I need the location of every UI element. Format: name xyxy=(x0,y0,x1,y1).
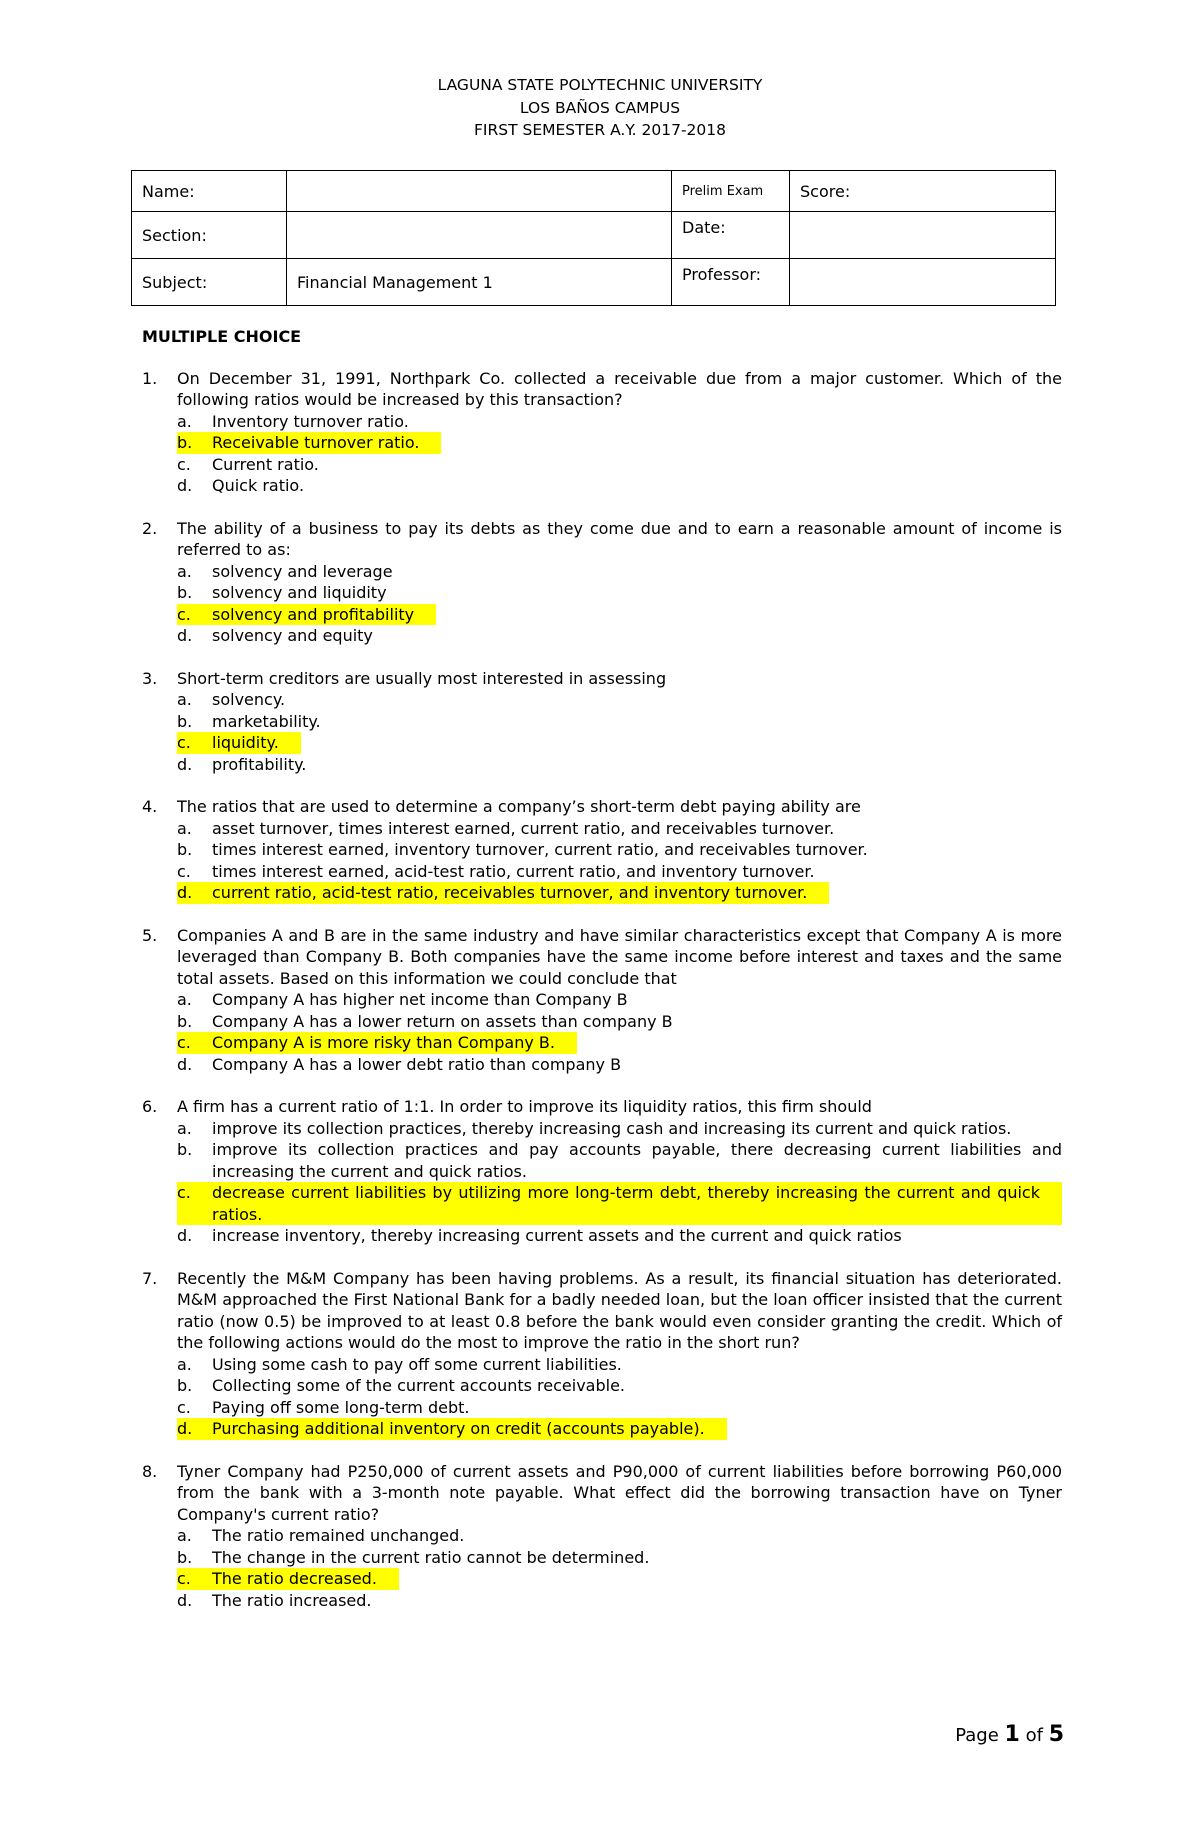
question-number: 8. xyxy=(142,1461,158,1481)
option-text: Purchasing additional inventory on credit (accounts payable). xyxy=(212,1419,705,1438)
question-text: On December 31, 1991, Northpark Co. collected a receivable due from a major customer. Which of the following ratios would be increased by this transaction? xyxy=(177,368,1062,409)
question-item xyxy=(142,518,1062,647)
option-letter: a. xyxy=(177,561,192,581)
option-letter: d. xyxy=(177,1054,193,1074)
question-item xyxy=(142,368,1062,497)
option-text: The ratio increased. xyxy=(212,1590,372,1610)
answer-option-highlighted xyxy=(177,604,436,626)
option-text: The ratio decreased. xyxy=(212,1569,377,1588)
question-item xyxy=(142,925,1062,1076)
option-letter: c. xyxy=(177,1569,191,1588)
page-footer xyxy=(955,1722,1064,1747)
answer-option xyxy=(177,1590,1062,1612)
answer-option xyxy=(177,1054,1062,1076)
answer-option xyxy=(177,625,1062,647)
option-text: Receivable turnover ratio. xyxy=(212,433,420,452)
option-letter: d. xyxy=(177,1226,193,1245)
question-text: Recently the M&M Company has been having problems. As a result, its financial situation has deteriorated. M&M approached the First National Bank for a badly needed loan, but the loan officer insisted that the current ratio (now 0.5) be improved to at least 0.8 before the bank would even consider granting the credit. Which of the following actions would do the most to improve the ratio in the short run? xyxy=(177,1268,1062,1352)
answer-option xyxy=(177,454,1062,476)
question-number: 5. xyxy=(142,925,158,945)
option-letter: a. xyxy=(177,411,192,431)
question-text: A firm has a current ratio of 1:1. In order to improve its liquidity ratios, this firm should xyxy=(177,1097,872,1116)
answer-option xyxy=(177,689,1062,711)
option-letter: b. xyxy=(177,840,193,859)
option-text: liquidity. xyxy=(212,733,279,752)
option-text: profitability. xyxy=(212,754,307,774)
option-letter: b. xyxy=(177,433,193,452)
answer-option-highlighted xyxy=(177,1032,577,1054)
question-item xyxy=(142,796,1062,904)
option-text: improve its collection practices and pay accounts payable, there decreasing current liabilities and increasing the current and quick ratios. xyxy=(212,1140,1062,1181)
option-text: The change in the current ratio cannot be determined. xyxy=(212,1547,650,1567)
answer-option xyxy=(177,839,1062,861)
option-text: Paying off some long-term debt. xyxy=(212,1397,470,1417)
answer-option xyxy=(177,861,1062,883)
option-text: Inventory turnover ratio. xyxy=(212,411,409,431)
option-letter: b. xyxy=(177,583,193,602)
current-page-number: 1 xyxy=(1004,1722,1020,1747)
question-text: Companies A and B are in the same industry and have similar characteristics except that Company A is more leveraged than Company B. Both companies have the same income before interest and taxes and the same total assets. Based on this information we could conclude that xyxy=(177,925,1062,988)
question-number: 4. xyxy=(142,797,158,816)
exam-type-label: Prelim Exam xyxy=(672,171,790,212)
option-letter: b. xyxy=(177,1376,193,1395)
option-letter: d. xyxy=(177,883,193,902)
option-text: solvency. xyxy=(212,690,286,709)
question-text: The ability of a business to pay its debts as they come due and to earn a reasonable amount of income is referred to as: xyxy=(177,518,1062,559)
option-text: current ratio, acid-test ratio, receivables turnover, and inventory turnover. xyxy=(212,883,808,902)
answer-option xyxy=(177,475,1062,497)
option-letter: c. xyxy=(177,861,191,881)
name-field[interactable] xyxy=(287,171,672,212)
student-info-table xyxy=(131,170,1056,306)
option-letter: c. xyxy=(177,1397,191,1417)
info-row-subject xyxy=(132,259,1056,306)
answer-option-highlighted xyxy=(177,1568,399,1590)
campus-name: LOS BAÑOS CAMPUS xyxy=(519,98,681,117)
date-field[interactable] xyxy=(790,212,1056,259)
answer-option xyxy=(177,1525,1062,1547)
subject-value: Financial Management 1 xyxy=(287,259,672,306)
info-row-section xyxy=(132,212,1056,259)
of-word: of xyxy=(1025,1725,1043,1746)
option-letter: b. xyxy=(177,1011,193,1031)
university-name: LAGUNA STATE POLYTECHNIC UNIVERSITY xyxy=(437,76,763,94)
option-text: solvency and leverage xyxy=(212,561,393,581)
option-text: Current ratio. xyxy=(212,454,319,474)
question-number: 7. xyxy=(142,1268,158,1288)
answer-option xyxy=(177,711,1062,733)
answer-option xyxy=(177,1139,1062,1182)
semester-line: FIRST SEMESTER A.Y. 2017-2018 xyxy=(473,121,726,139)
option-letter: b. xyxy=(177,1140,193,1159)
question-stem xyxy=(142,1461,1062,1526)
question-list xyxy=(142,368,1062,1612)
question-text: Short-term creditors are usually most interested in assessing xyxy=(177,668,667,688)
document-header xyxy=(0,74,1200,142)
question-text: Tyner Company had P250,000 of current assets and P90,000 of current liabilities before borrowing P60,000 from the bank with a 3-month note payable. What effect did the borrowing transaction have on Tyner Company's current ratio? xyxy=(177,1461,1062,1524)
total-pages-number: 5 xyxy=(1048,1722,1064,1747)
answer-option xyxy=(177,1354,1062,1376)
answer-option xyxy=(177,1225,1062,1247)
option-letter: c. xyxy=(177,604,191,624)
option-text: Using some cash to pay off some current liabilities. xyxy=(212,1354,622,1374)
question-number: 1. xyxy=(142,368,158,388)
question-item xyxy=(142,668,1062,776)
option-letter: c. xyxy=(177,1183,191,1202)
answer-option-highlighted xyxy=(177,1418,727,1440)
answer-option-highlighted xyxy=(177,882,829,904)
option-text: Quick ratio. xyxy=(212,476,305,495)
option-letter: c. xyxy=(177,1033,191,1052)
answer-option xyxy=(177,1011,1062,1033)
question-text: The ratios that are used to determine a company’s short-term debt paying ability are xyxy=(177,797,861,816)
question-stem xyxy=(142,668,1062,690)
answer-option xyxy=(177,561,1062,583)
answer-option-highlighted xyxy=(177,732,301,754)
option-letter: b. xyxy=(177,1547,193,1567)
option-text: improve its collection practices, thereby increasing cash and increasing its current and quick ratios. xyxy=(212,1118,1012,1138)
answer-option xyxy=(177,1547,1062,1569)
question-item xyxy=(142,1268,1062,1440)
option-letter: d. xyxy=(177,1590,193,1610)
subject-label: Subject: xyxy=(132,259,287,306)
questions-section xyxy=(142,326,1062,1632)
question-item xyxy=(142,1461,1062,1612)
option-text: The ratio remained unchanged. xyxy=(212,1526,465,1545)
option-letter: d. xyxy=(177,754,193,774)
option-letter: c. xyxy=(177,733,191,752)
answer-option xyxy=(177,1118,1062,1140)
answer-option-highlighted xyxy=(177,432,441,454)
option-letter: a. xyxy=(177,1118,192,1138)
option-letter: a. xyxy=(177,990,192,1009)
professor-field[interactable] xyxy=(790,259,1056,306)
info-row-name xyxy=(132,171,1056,212)
question-item xyxy=(142,1096,1062,1247)
option-text: Company A is more risky than Company B. xyxy=(212,1033,555,1052)
option-letter: a. xyxy=(177,1526,192,1545)
option-text: times interest earned, acid-test ratio, current ratio, and inventory turnover. xyxy=(212,861,815,881)
score-label: Score: xyxy=(790,171,1056,212)
section-title: MULTIPLE CHOICE xyxy=(142,327,302,346)
option-text: solvency and profitability xyxy=(212,604,415,624)
option-text: marketability. xyxy=(212,711,321,731)
answer-option xyxy=(177,411,1062,433)
option-text: asset turnover, times interest earned, current ratio, and receivables turnover. xyxy=(212,818,835,838)
option-letter: d. xyxy=(177,1419,193,1438)
answer-option xyxy=(177,1375,1062,1397)
answer-option xyxy=(177,989,1062,1011)
section-label: Section: xyxy=(132,212,287,259)
option-text: Company A has higher net income than Company B xyxy=(212,990,628,1009)
option-letter: a. xyxy=(177,818,192,838)
answer-option xyxy=(177,582,1062,604)
section-field[interactable] xyxy=(287,212,672,259)
option-text: Company A has a lower return on assets than company B xyxy=(212,1011,673,1031)
option-text: solvency and equity xyxy=(212,626,373,645)
name-label: Name: xyxy=(132,171,287,212)
option-letter: b. xyxy=(177,711,193,731)
page-word: Page xyxy=(955,1725,999,1746)
option-text: solvency and liquidity xyxy=(212,583,387,602)
answer-option xyxy=(177,818,1062,840)
date-label: Date: xyxy=(672,212,790,259)
question-number: 6. xyxy=(142,1097,158,1116)
question-number: 3. xyxy=(142,668,158,688)
question-stem xyxy=(142,1096,1062,1118)
option-text: Company A has a lower debt ratio than company B xyxy=(212,1054,622,1074)
option-text: times interest earned, inventory turnover, current ratio, and receivables turnover. xyxy=(212,840,868,859)
option-text: increase inventory, thereby increasing current assets and the current and quick ratios xyxy=(212,1226,902,1245)
answer-option xyxy=(177,754,1062,776)
question-stem xyxy=(142,368,1062,411)
option-text: Collecting some of the current accounts receivable. xyxy=(212,1376,626,1395)
option-letter: d. xyxy=(177,626,193,645)
question-stem xyxy=(142,1268,1062,1354)
option-letter: c. xyxy=(177,454,191,474)
question-stem xyxy=(142,518,1062,561)
answer-option xyxy=(177,1397,1062,1419)
option-letter: a. xyxy=(177,1354,192,1374)
question-number: 2. xyxy=(142,518,158,538)
question-stem xyxy=(142,796,1062,818)
option-letter: d. xyxy=(177,476,193,495)
answer-option-highlighted xyxy=(177,1182,1062,1225)
option-letter: a. xyxy=(177,690,192,709)
question-stem xyxy=(142,925,1062,990)
professor-label: Professor: xyxy=(672,259,790,306)
option-text: decrease current liabilities by utilizing more long-term debt, thereby increasing the current and quick ratios. xyxy=(212,1183,1040,1224)
